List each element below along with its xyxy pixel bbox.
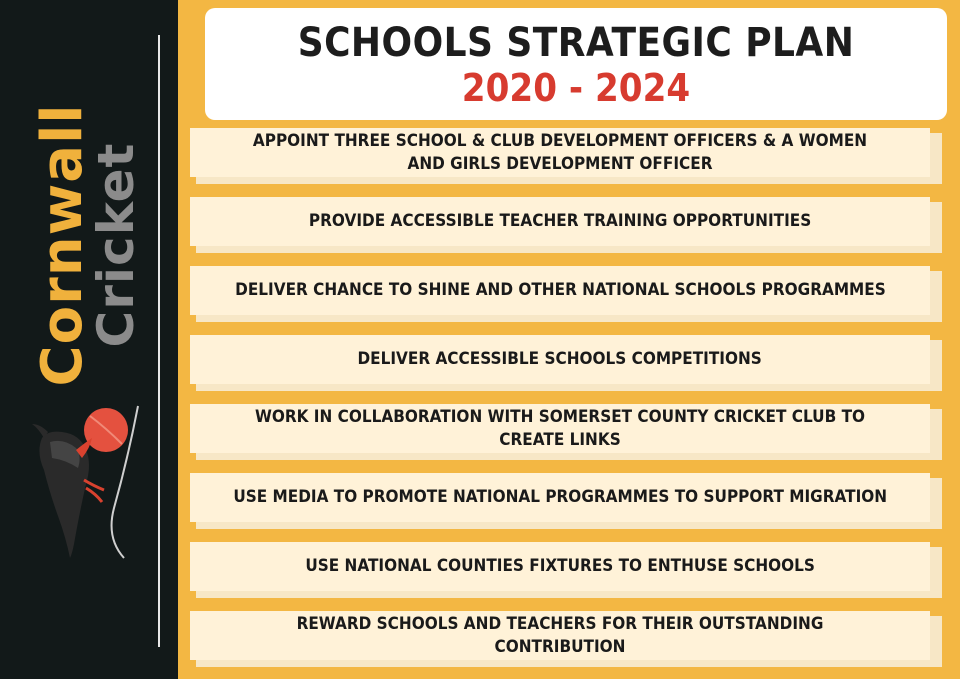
brand-line-1: Cornwall [29, 103, 95, 387]
goal-text: REWARD SCHOOLS AND TEACHERS FOR THEIR OUTSTANDING CONTRIBUTION [296, 614, 824, 657]
goal-text: APPOINT THREE SCHOOL & CLUB DEVELOPMENT OFFICERS & A WOMEN AND GIRLS DEVELOPMENT OFFICER [252, 131, 868, 174]
brand-wordmark [29, 103, 146, 387]
sidebar [0, 0, 178, 679]
goal-text: USE NATIONAL COUNTIES FIXTURES TO ENTHUSE SCHOOLS [305, 556, 815, 577]
sidebar-divider [158, 35, 160, 647]
goal-item [190, 266, 942, 322]
goal-text: DELIVER CHANCE TO SHINE AND OTHER NATIONAL SCHOOLS PROGRAMMES [234, 280, 886, 301]
plan-title: SCHOOLS STRATEGIC PLAN [297, 20, 855, 66]
goal-item [190, 542, 942, 598]
goal-item [190, 473, 942, 529]
goal-item [190, 197, 942, 253]
goal-text: USE MEDIA TO PROMOTE NATIONAL PROGRAMMES TO SUPPORT MIGRATION [233, 487, 887, 508]
goal-text: PROVIDE ACCESSIBLE TEACHER TRAINING OPPORTUNITIES [308, 211, 812, 232]
goal-item [190, 404, 942, 460]
goal-item [190, 128, 942, 184]
goal-text: WORK IN COLLABORATION WITH SOMERSET COUNTY CRICKET CLUB TO CREATE LINKS [254, 407, 866, 450]
plan-header [205, 8, 947, 120]
goal-item [190, 611, 942, 667]
goal-text: DELIVER ACCESSIBLE SCHOOLS COMPETITIONS [357, 349, 763, 370]
goal-item [190, 335, 942, 391]
chough-logo-icon [20, 398, 150, 568]
brand-line-2: Cricket [87, 142, 146, 348]
plan-years: 2020 - 2024 [461, 66, 691, 110]
